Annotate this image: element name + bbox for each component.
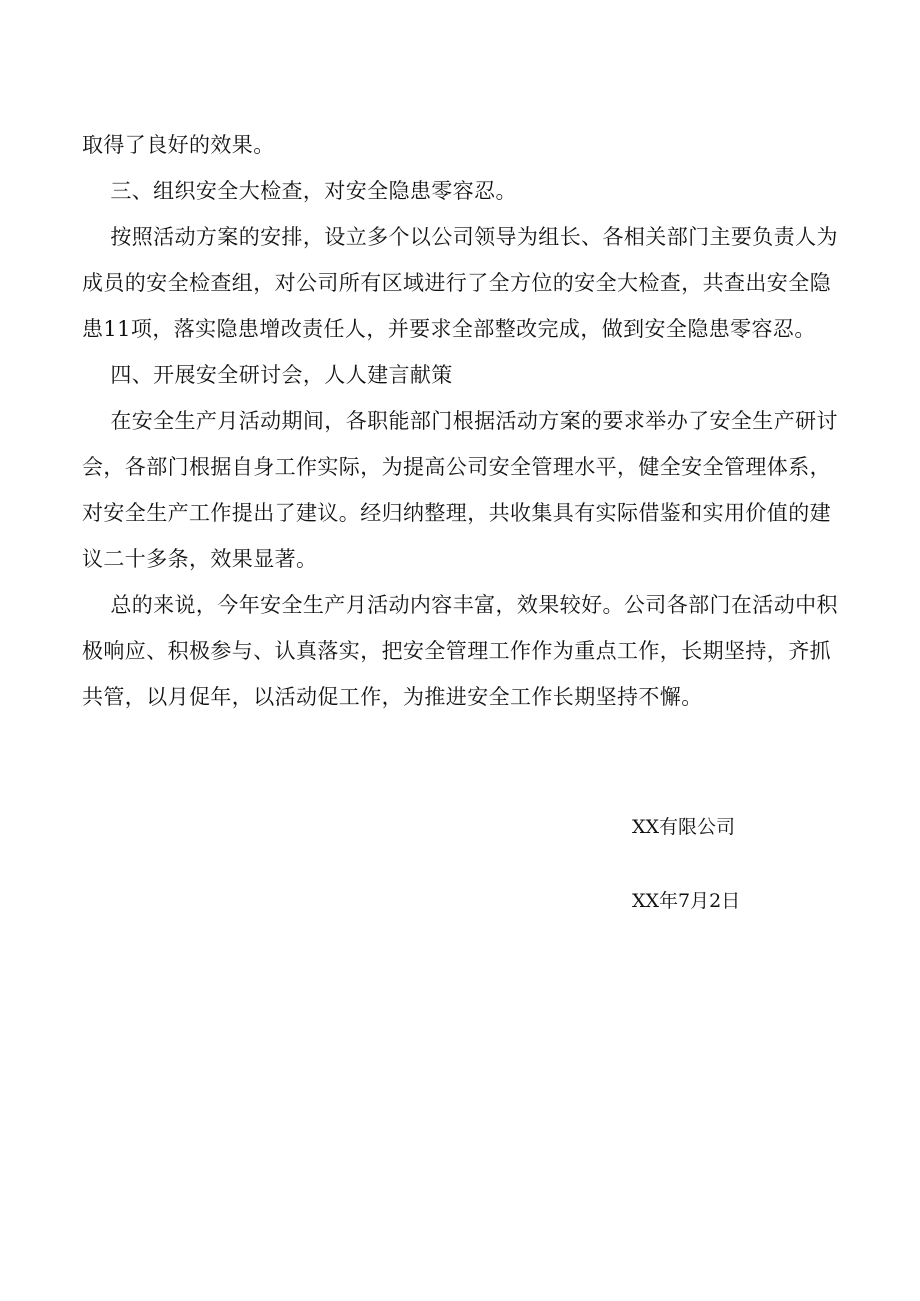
paragraph-safety-seminar: 在安全生产月活动期间，各职能部门根据活动方案的要求举办了安全生产研讨会，各部门根据自身工作实际，为提高公司安全管理水平，健全安全管理体系，对安全生产工作提出了建议。经归纳整理，共收集具有实际借鉴和实用价值的建议二十多条，效果显著。 bbox=[82, 409, 838, 571]
document-body bbox=[82, 122, 838, 720]
paragraph-summary: 总的来说，今年安全生产月活动内容丰富，效果较好。公司各部门在活动中积极响应、积极参与、认真落实，把安全管理工作作为重点工作，长期坚持，齐抓共管，以月促年，以活动促工作，为推进安全工作长期坚持不懈。 bbox=[82, 593, 838, 709]
signature-company: XX有限公司 bbox=[632, 816, 736, 838]
paragraph-safety-inspection: 按照活动方案的安排，设立多个以公司领导为组长、各相关部门主要负责人为成员的安全检查组，对公司所有区域进行了全方位的安全大检查，共查出安全隐患11项，落实隐患增改责任人，并要求全部整改完成，做到安全隐患零容忍。 bbox=[82, 225, 838, 341]
paragraph-continuation: 取得了良好的效果。 bbox=[82, 133, 275, 157]
section-heading-3: 三、组织安全大检查，对安全隐患零容忍。 bbox=[82, 179, 517, 203]
signature-date: XX年7月2日 bbox=[632, 890, 741, 912]
section-heading-4: 四、开展安全研讨会，人人建言献策 bbox=[82, 363, 453, 387]
